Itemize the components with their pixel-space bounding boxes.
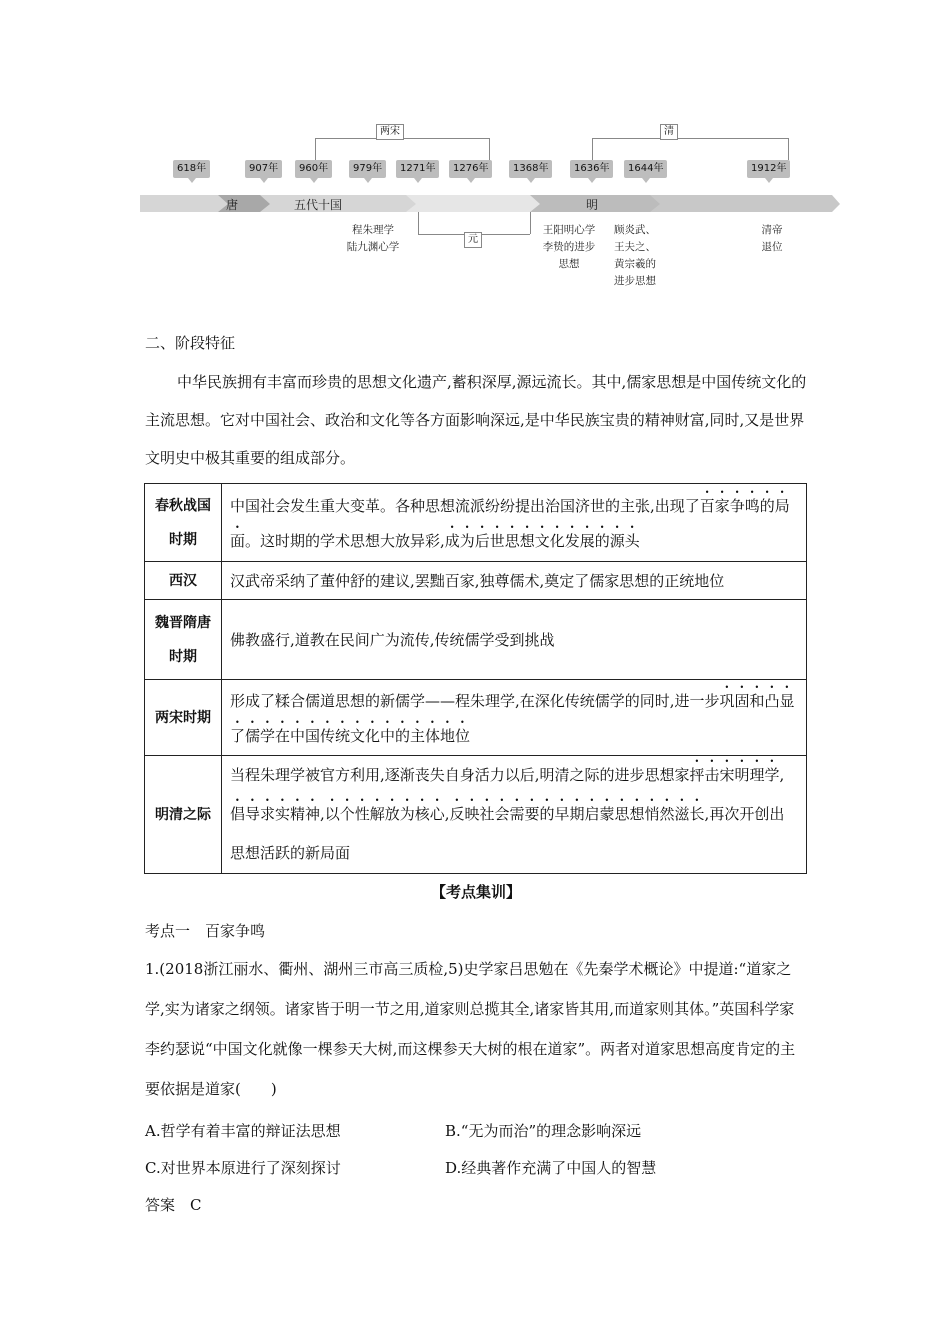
option-d[interactable]: D.经典著作充满了中国人的智慧 — [445, 1159, 657, 1177]
year-marker: 979年 — [349, 160, 386, 178]
note-qing: 清帝 退位 — [761, 224, 783, 253]
feature-cell: 当程朱理学被官方利用,逐渐丧失自身活力以后,明清之际的进步思想家抨击宋明理学,倡导求实精神,以个性解放为核心,反映社会需要的早期启蒙思想悄然滋长,再次开创出思想活跃的新局面 — [222, 756, 807, 874]
era-label-wudai: 五代十国 — [294, 198, 343, 212]
year-marker: 1271年 — [396, 160, 439, 178]
table-row — [145, 756, 807, 874]
option-c[interactable]: C.对世界本原进行了深刻探讨 — [145, 1159, 341, 1177]
bracket-label-qing: 清 — [660, 124, 678, 140]
period-cell: 明清之际 — [145, 756, 222, 874]
feature-cell: 佛教盛行,道教在民间广为流传,传统儒学受到挑战 — [222, 600, 807, 680]
bracket-label-song: 两宋 — [376, 124, 404, 140]
option-b[interactable]: B.“无为而治”的理念影响深远 — [445, 1122, 642, 1140]
note-gu: 顾炎武、 王夫之、 黄宗羲的 进步思想 — [614, 224, 656, 287]
period-cell: 春秋战国时期 — [145, 484, 222, 562]
table-row — [145, 562, 807, 600]
training-title: 【考点集训】 — [430, 883, 521, 901]
stages-table — [144, 483, 807, 874]
timeline-figure — [140, 118, 840, 303]
feature-cell: 中国社会发生重大变革。各种思想流派纷纷提出治国济世的主张,出现了百家争鸣的局面。这时期的学术思想大放异彩,成为后世思想文化发展的源头 — [222, 484, 807, 562]
period-cell: 魏晋隋唐时期 — [145, 600, 222, 680]
question-text: 1.(2018浙江丽水、衢州、湖州三市高三质检,5)史学家吕思勉在《先秦学术概论》中提道:“道家之学,实为诸家之纲领。诸家皆于明一节之用,道家则总揽其全,诸家皆其用,而道家则其体。”英国科学家李约瑟说“中国文化就像一棵参天大树,而这棵参天大树的根在道家”。两者对道家思想高度肯定的主要依据是道家( ) — [145, 960, 796, 1098]
year-marker: 618年 — [173, 160, 210, 178]
table-row — [145, 600, 807, 680]
era-label-ming: 明 — [586, 198, 599, 212]
year-marker: 1368年 — [509, 160, 552, 178]
table-row — [145, 680, 807, 756]
period-cell: 两宋时期 — [145, 680, 222, 756]
year-marker: 1636年 — [570, 160, 613, 178]
answer-text: 答案 C — [145, 1196, 202, 1214]
intro-paragraph: 中华民族拥有丰富而珍贵的思想文化遗产,蓄积深厚,源远流长。其中,儒家思想是中国传统文化的主流思想。它对中国社会、政治和文化等各方面影响深远,是中华民族宝贵的精神财富,同时,又是世界文明史中极其重要的组成部分。 — [145, 373, 807, 467]
year-marker: 960年 — [295, 160, 332, 178]
period-cell: 西汉 — [145, 562, 222, 600]
year-marker: 1644年 — [624, 160, 667, 178]
option-a[interactable]: A.哲学有着丰富的辩证法思想 — [145, 1122, 341, 1140]
year-marker: 1912年 — [747, 160, 790, 178]
feature-cell: 形成了糅合儒道思想的新儒学——程朱理学,在深化传统儒学的同时,进一步巩固和凸显了儒学在中国传统文化中的主体地位 — [222, 680, 807, 756]
section-title: 二、阶段特征 — [145, 334, 236, 352]
timeline-arrow-graphic — [140, 118, 840, 303]
note-wangli: 王阳明心学 李贽的进步 思想 — [542, 224, 596, 270]
feature-cell: 汉武帝采纳了董仲舒的建议,罢黜百家,独尊儒术,奠定了儒家思想的正统地位 — [222, 562, 807, 600]
year-marker: 907年 — [245, 160, 282, 178]
point-title: 考点一 百家争鸣 — [145, 922, 266, 940]
bracket-label-yuan: 元 — [464, 232, 482, 248]
year-marker: 1276年 — [449, 160, 492, 178]
era-label-tang: 唐 — [226, 198, 239, 212]
note-songming: 程朱理学 陆九渊心学 — [346, 224, 400, 253]
table-row — [145, 484, 807, 562]
